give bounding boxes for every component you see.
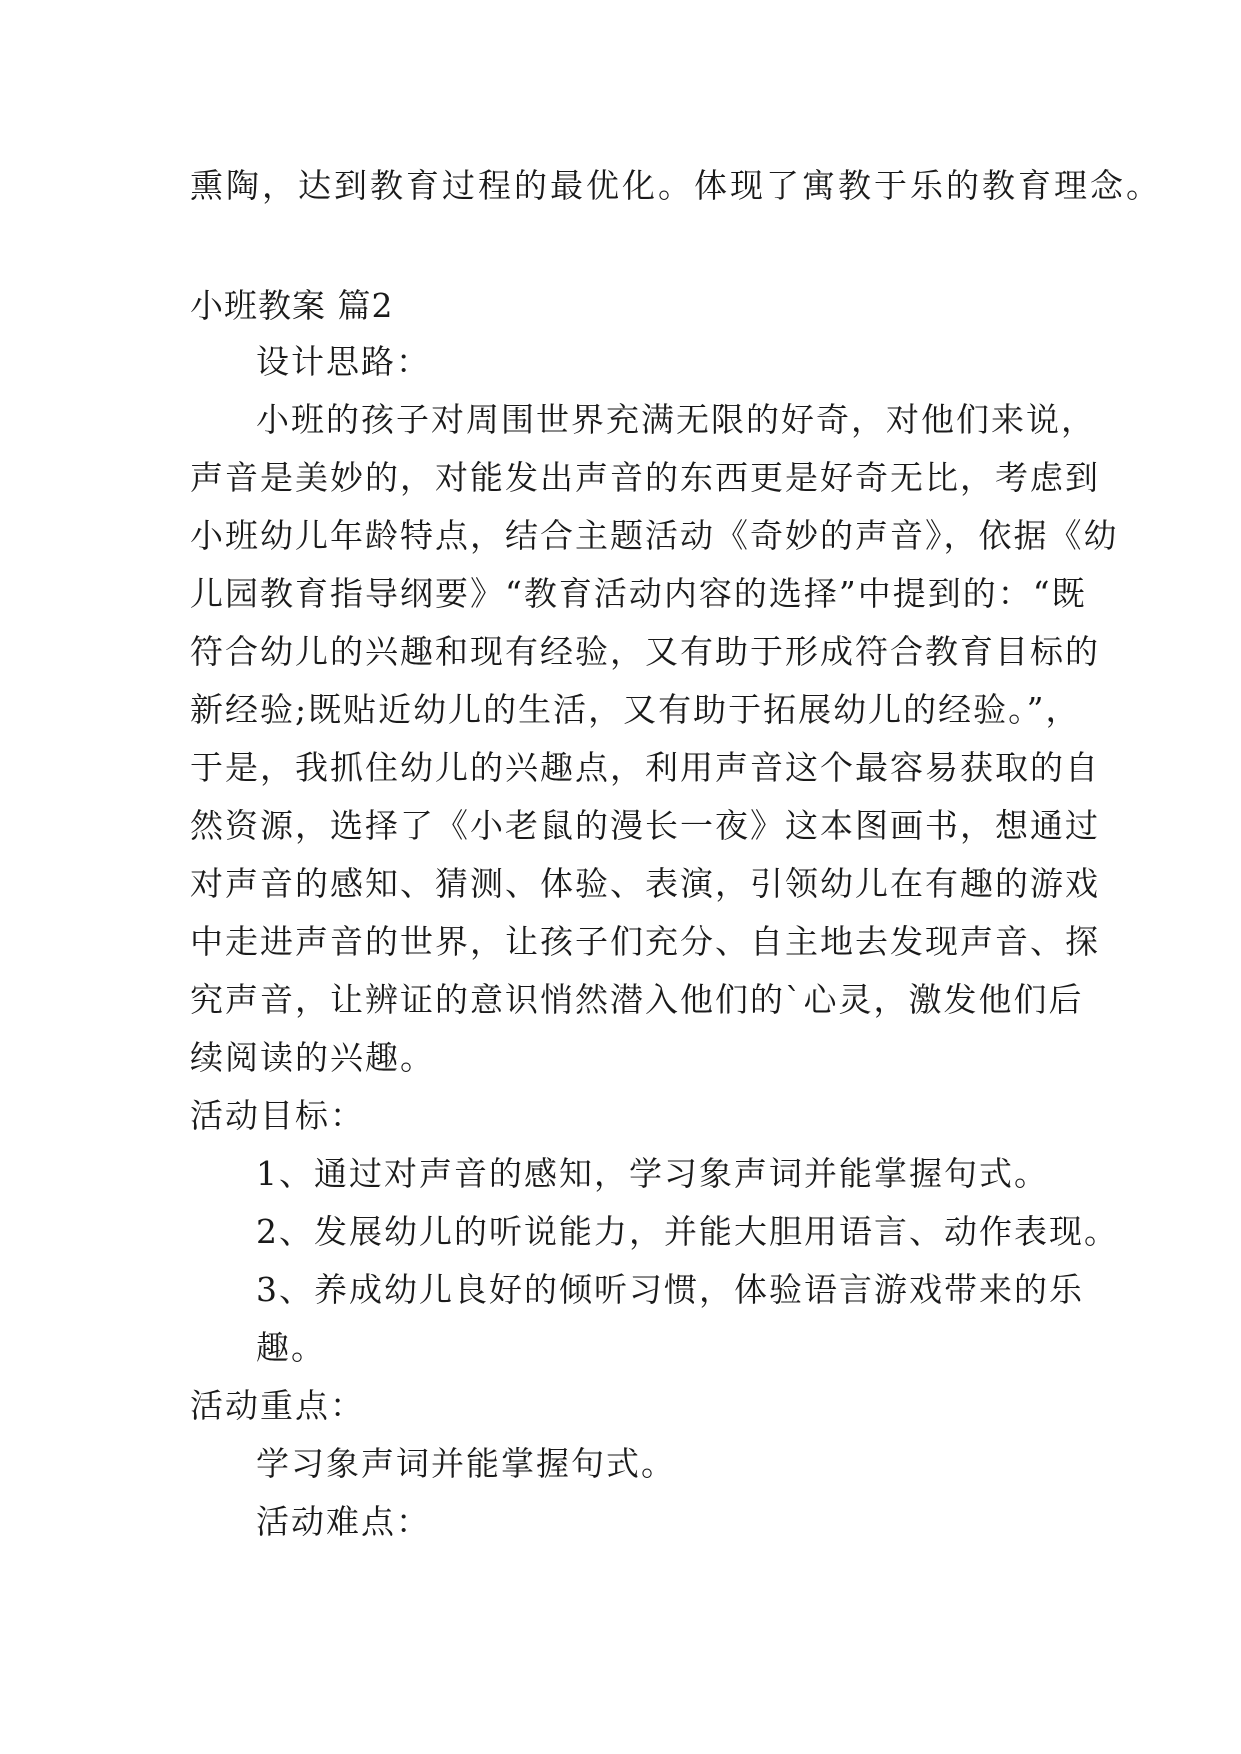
goal-item-1: 1、通过对声音的感知，学习象声词并能掌握句式。 — [256, 1154, 1049, 1193]
continued-paragraph-line: 熏陶，达到教育过程的最优化。体现了寓教于乐的教育理念。 — [190, 166, 1162, 205]
paragraph-line: 儿园教育指导纲要》“教育活动内容的选择”中提到的：“既 — [190, 574, 1087, 613]
paragraph-line: 小班幼儿年龄特点，结合主题活动《奇妙的声音》，依据《幼 — [190, 516, 1119, 555]
paragraph-line: 中走进声音的世界，让孩子们充分、自主地去发现声音、探 — [190, 922, 1100, 961]
paragraph-line: 续阅读的兴趣。 — [190, 1038, 435, 1077]
subheading-design-idea: 设计思路： — [256, 342, 431, 381]
paragraph-line: 然资源，选择了《小老鼠的漫长一夜》这本图画书，想通过 — [190, 806, 1100, 845]
goal-item-2: 2、发展幼儿的听说能力，并能大胆用语言、动作表现。 — [256, 1212, 1119, 1251]
subheading-activity-difficulty: 活动难点： — [256, 1502, 431, 1541]
goal-item-3: 3、养成幼儿良好的倾听习惯，体验语言游戏带来的乐 — [256, 1270, 1084, 1309]
paragraph-line: 小班的孩子对周围世界充满无限的好奇，对他们来说， — [256, 400, 1096, 439]
paragraph-line: 究声音，让辨证的意识悄然潜入他们的`心灵，激发他们后 — [190, 980, 1084, 1019]
paragraph-line: 声音是美妙的，对能发出声音的东西更是好奇无比，考虑到 — [190, 458, 1100, 497]
activity-focus-text: 学习象声词并能掌握句式。 — [256, 1444, 676, 1483]
paragraph-line: 新经验;既贴近幼儿的生活，又有助于拓展幼儿的经验。”， — [190, 690, 1081, 729]
goal-item-3-continued: 趣。 — [256, 1328, 326, 1367]
section-title: 小班教案 篇2 — [190, 286, 394, 325]
subheading-activity-focus: 活动重点： — [190, 1386, 365, 1425]
subheading-activity-goals: 活动目标： — [190, 1096, 365, 1135]
paragraph-line: 于是，我抓住幼儿的兴趣点，利用声音这个最容易获取的自 — [190, 748, 1100, 787]
paragraph-line: 符合幼儿的兴趣和现有经验，又有助于形成符合教育目标的 — [190, 632, 1100, 671]
paragraph-line: 对声音的感知、猜测、体验、表演，引领幼儿在有趣的游戏 — [190, 864, 1100, 903]
